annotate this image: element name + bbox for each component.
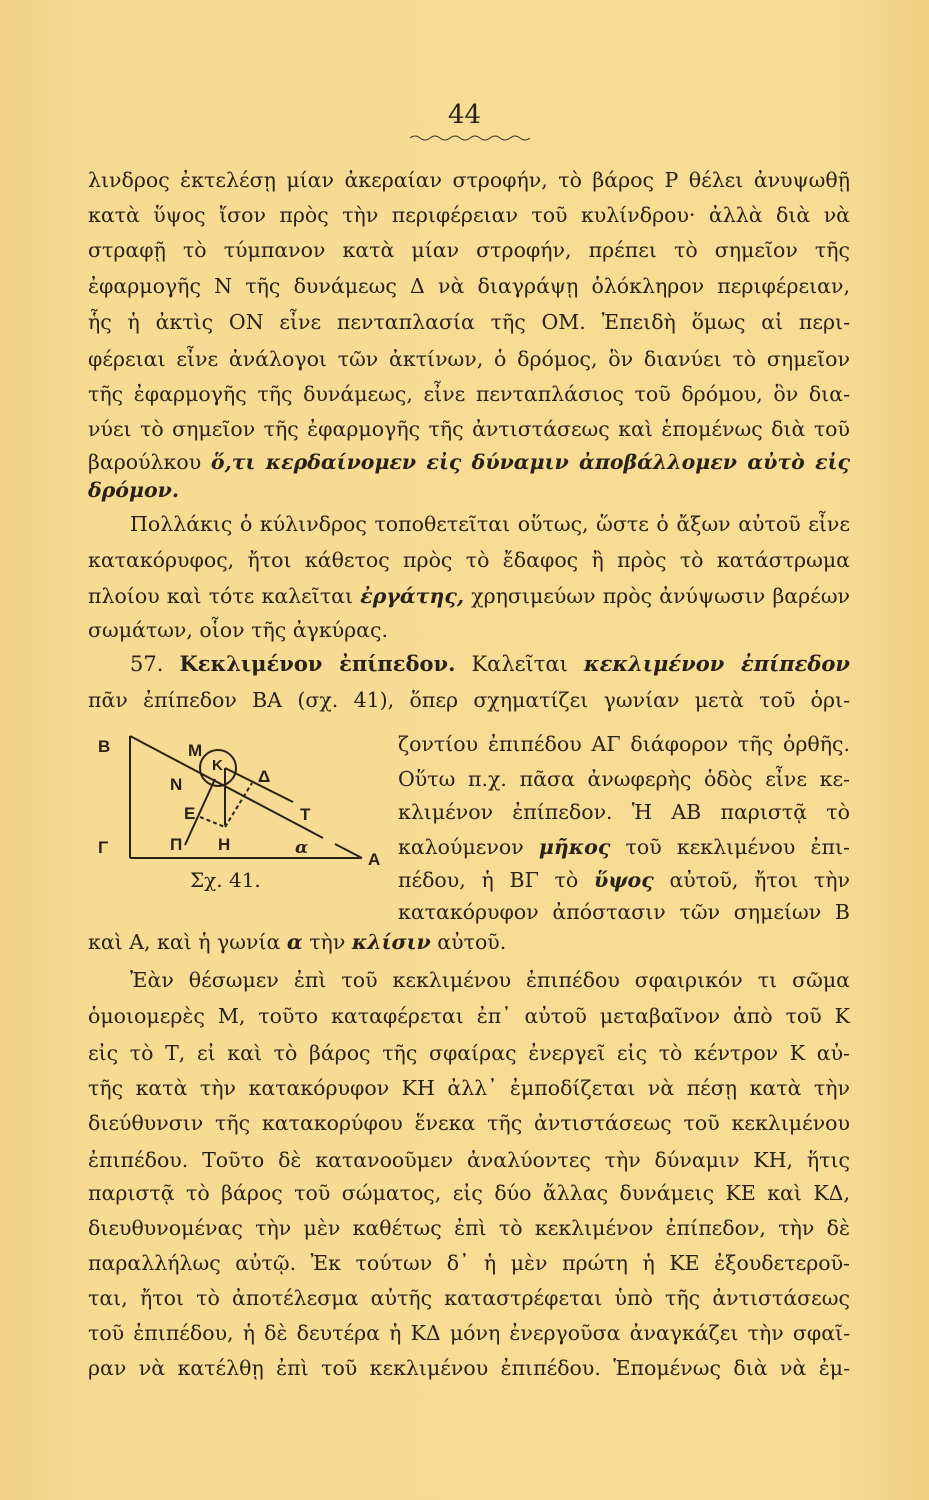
- text-line: διεύθυνσιν τῆς κατακορύφου ἕνεκα τῆς ἀντιστάσεως τοῦ κεκλιμένου: [88, 1111, 850, 1135]
- text-span: αὐτοῦ, ἤτοι τὴν: [669, 868, 850, 892]
- figure-label: Β: [98, 737, 111, 756]
- text-line: ραν νὰ κατέλθῃ ἐπὶ τοῦ κεκλιμένου ἐπιπέδου. Ἑπομένως διὰ νὰ ἐμ-: [88, 1356, 850, 1380]
- text-line: φέρειαι εἶνε ἀνάλογοι τῶν ἀκτίνων, ὁ δρόμος, ὃν διανύει τὸ σημεῖον: [88, 347, 850, 371]
- text-line: Ἐὰν θέσωμεν ἐπὶ τοῦ κεκλιμένου ἐπιπέδου σφαιρικόν τι σῶμα: [130, 968, 850, 992]
- text-span: καλούμενον: [398, 835, 524, 859]
- text-line: Πολλάκις ὁ κύλινδρος τοποθετεῖται οὕτως, ὥστε ὁ ἄξων αὐτοῦ εἶνε: [130, 512, 850, 536]
- text-line: σωμάτων, οἷον τῆς ἀγκύρας.: [88, 618, 389, 642]
- text-span: βαρούλκου: [88, 450, 202, 474]
- figure-label: Γ: [98, 838, 109, 857]
- emphasis-text: κεκλιμένον ἐπίπεδον: [583, 651, 850, 676]
- text-line: [398, 835, 850, 859]
- text-line: λινδρος ἐκτελέσῃ μίαν ἀκεραίαν στροφήν, τὸ βάρος Ρ θέλει ἀνυψωθῇ: [88, 168, 850, 192]
- text-line: Οὕτω π.χ. πᾶσα ἀνωφερὴς ὁδὸς εἶνε κε-: [398, 767, 850, 791]
- text-line: κλιμένον ἐπίπεδον. Ἡ ΑΒ παριστᾷ τὸ: [398, 800, 850, 824]
- text-span: πέδου, ἡ ΒΓ τὸ: [398, 868, 579, 892]
- ornament-rule: [410, 134, 530, 142]
- text-line: παραλλήλως αὐτῷ. Ἐκ τούτων δ᾽ ἡ μὲν πρώτη ἡ ΚΕ ἐξουδετεροῦ-: [88, 1251, 850, 1275]
- emphasis-text: κλίσιν: [351, 930, 431, 954]
- figure-label: Α: [368, 850, 381, 869]
- text-line: ὁμοιομερὲς Μ, τοῦτο καταφέρεται ἐπ᾽ αὐτοῦ μεταβαῖνον ἀπὸ τοῦ Κ: [88, 1004, 850, 1028]
- figure-label: Π: [170, 835, 183, 854]
- angle-symbol: α: [286, 930, 303, 954]
- section-number: 57.: [130, 652, 164, 676]
- emphasis-text: μῆκος: [538, 835, 611, 859]
- text-line: ται, ἤτοι τὸ ἀποτέλεσμα αὐτῆς καταστρέφεται ὑπὸ τῆς ἀντιστάσεως: [88, 1286, 850, 1310]
- figure-label: Ν: [170, 775, 183, 794]
- figure-label: Η: [218, 835, 231, 854]
- text-line: ἐπιπέδου. Τοῦτο δὲ κατανοοῦμεν ἀναλύοντες τὴν δύναμιν ΚΗ, ἥτις: [88, 1148, 850, 1172]
- figure-label: Μ: [188, 741, 203, 760]
- figure-label: Κ: [212, 757, 223, 774]
- section-title: Κεκλιμένον ἐπίπεδον.: [179, 651, 456, 676]
- text-line: ἐφαρμογῆς Ν τῆς δυνάμεως Δ νὰ διαγράψῃ ὁλόκληρον περιφέρειαν,: [88, 274, 850, 298]
- emphasis-text: δρόμον.: [88, 478, 180, 502]
- text-line: [398, 868, 850, 892]
- section-heading-line: [130, 652, 850, 676]
- text-line: τῆς ἐφαρμογῆς τῆς δυνάμεως, εἶνε πενταπλάσιος τοῦ δρόμου, ὃν δια-: [88, 382, 850, 406]
- text-line: παριστᾷ τὸ βάρος τοῦ σώματος, εἰς δύο ἄλλας δυνάμεις ΚΕ καὶ ΚΔ,: [88, 1181, 850, 1205]
- page-number: 44: [447, 100, 482, 130]
- text-line: εἰς τὸ Τ, εἰ καὶ τὸ βάρος τῆς σφαίρας ἐνεργεῖ εἰς τὸ κέντρον Κ αὐ-: [88, 1041, 850, 1065]
- figure-label: Ε: [184, 804, 196, 823]
- emphasis-text: ἐργάτης,: [360, 584, 464, 608]
- text-line: κατακόρυφον ἀπόστασιν τῶν σημείων Β: [398, 900, 850, 924]
- text-span: Καλεῖται: [471, 652, 568, 676]
- text-span: πλοίου καὶ τότε καλεῖται: [88, 584, 354, 608]
- figure-label: Τ: [300, 805, 311, 824]
- text-span: καὶ Α, καὶ ἡ γωνία: [88, 930, 281, 954]
- text-line: κατακόρυφος, ἤτοι κάθετος πρὸς τὸ ἔδαφος ἢ πρὸς τὸ κατάστρωμα: [88, 548, 850, 572]
- figure-label: Δ: [258, 767, 271, 786]
- text-line: [88, 584, 850, 608]
- text-line: [88, 450, 850, 474]
- text-line: ἧς ἡ ἀκτὶς ΟΝ εἶνε πενταπλασία τῆς ΟΜ. Ἐπειδὴ ὅμως αἱ περι-: [88, 310, 850, 334]
- figure-caption: Σχ. 41.: [190, 868, 261, 892]
- figure-label: α: [295, 838, 309, 858]
- text-line: διευθυνομένας τὴν μὲν καθέτως ἐπὶ τὸ κεκλιμένον ἐπίπεδον, τὴν δὲ: [88, 1216, 850, 1240]
- text-line: ζοντίου ἐπιπέδου ΑΓ διάφορον τῆς ὀρθῆς.: [398, 732, 850, 756]
- text-span: τοῦ κεκλιμένου ἐπι-: [625, 835, 850, 859]
- text-span: χρησιμεύων πρὸς ἀνύψωσιν βαρέων: [471, 584, 850, 608]
- text-line: νύει τὸ σημεῖον τῆς ἐφαρμογῆς τῆς ἀντιστάσεως καὶ ἑπομένως διὰ τοῦ: [88, 417, 850, 441]
- emphasis-text: ὕψος: [594, 868, 654, 892]
- text-line: τοῦ ἐπιπέδου, ἡ δὲ δευτέρα ἡ ΚΔ μόνη ἐνεργοῦσα ἀναγκάζει τὴν σφαῖ-: [88, 1321, 850, 1345]
- text-span: αὐτοῦ.: [437, 930, 507, 954]
- text-line: [88, 930, 850, 954]
- text-line: κατὰ ὕψος ἴσον πρὸς τὴν περιφέρειαν τοῦ κυλίνδρου· ἀλλὰ διὰ νὰ: [88, 203, 850, 227]
- text-line: τῆς κατὰ τὴν κατακόρυφον ΚΗ ἀλλ᾽ ἐμποδίζεται νὰ πέσῃ κατὰ τὴν: [88, 1076, 850, 1100]
- text-span: τὴν: [309, 930, 346, 954]
- emphasis-text: ὅ,τι κερδαίνομεν εἰς δύναμιν ἀποβάλλομεν αὐτὸ εἰς: [210, 450, 850, 474]
- text-line: στραφῇ τὸ τύμπανον κατὰ μίαν στροφήν, πρέπει τὸ σημεῖον τῆς: [88, 238, 850, 262]
- text-line: [88, 478, 850, 502]
- text-line: πᾶν ἐπίπεδον ΒΑ (σχ. 41), ὅπερ σχηματίζει γωνίαν μετὰ τοῦ ὁρι-: [88, 688, 850, 712]
